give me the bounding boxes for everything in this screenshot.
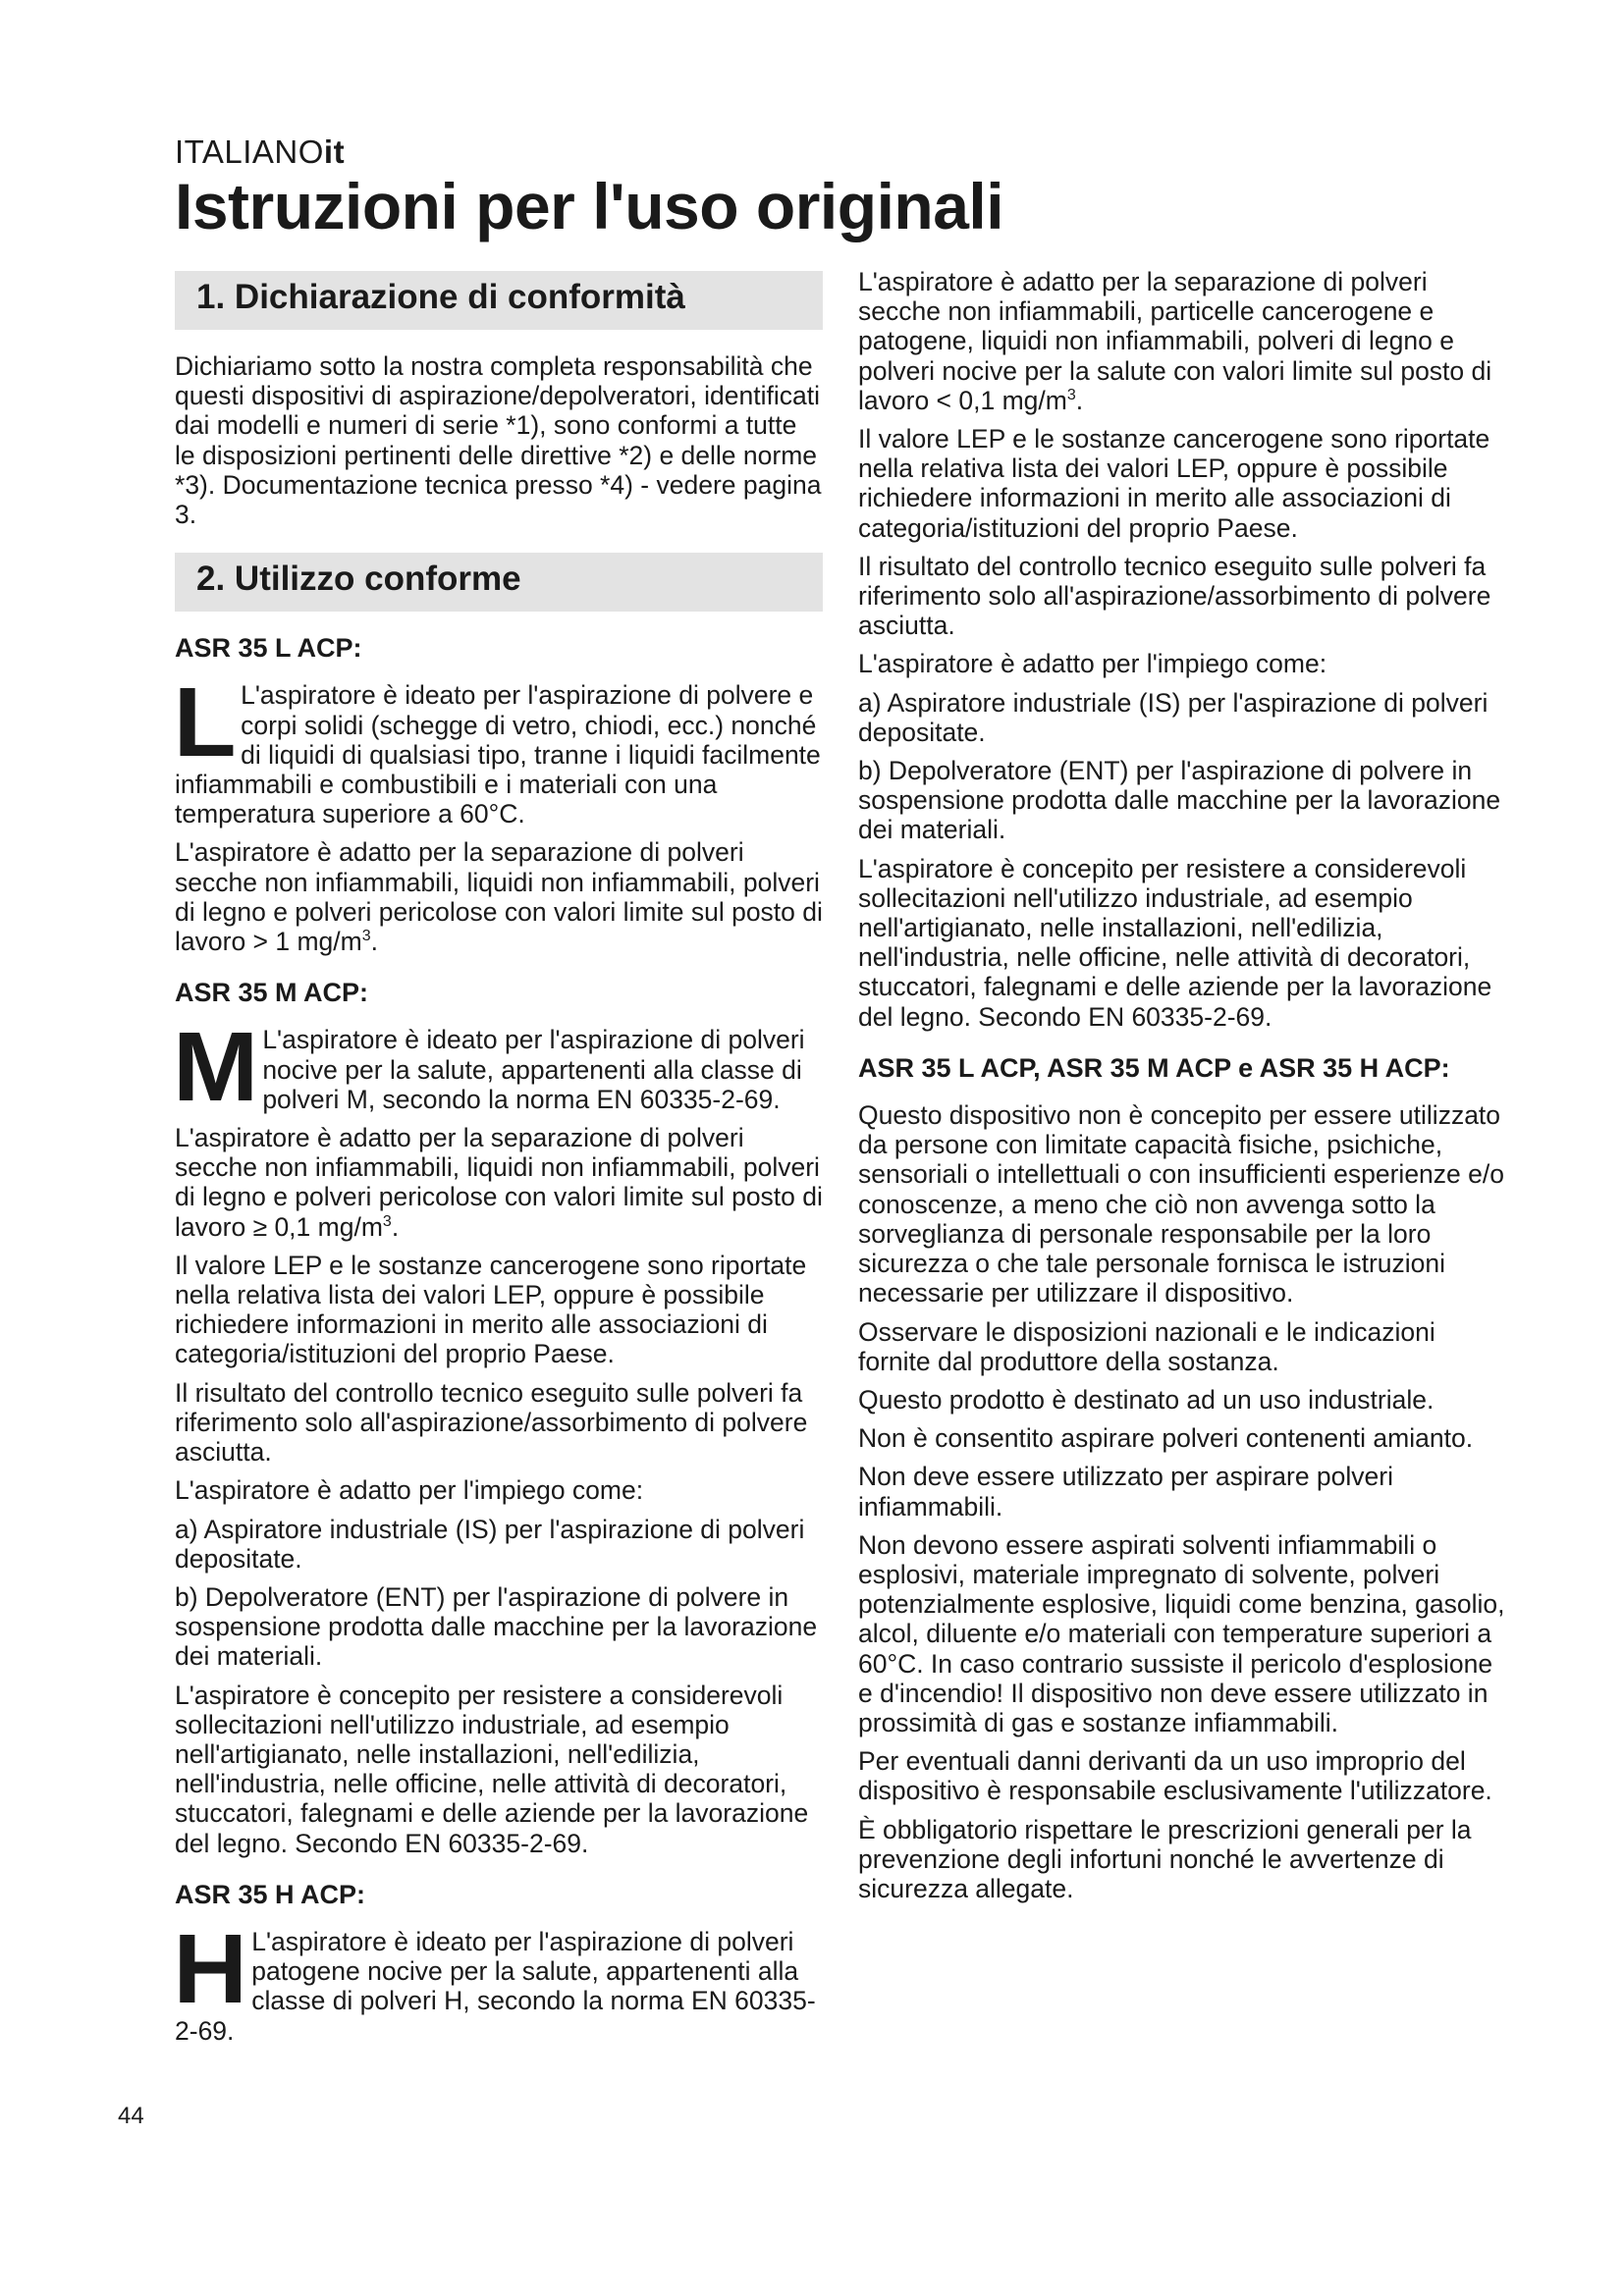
paragraph-m-intro [172,1012,823,1123]
page-number: 44 [118,2103,144,2129]
paragraph-h-intro [173,1913,823,2046]
paragraph-asbestos: Non è consentito aspirare polveri contenenti amianto. [858,1423,1474,1454]
period: . [370,927,379,957]
paragraph-h-separation-text: L'aspiratore è adatto per la separazione di polveri secche non infiammabili, particelle cancerogene e patogene, liquidi non infiammabili, polveri di legno e polveri nocive per la salute con valori limite sul posto di lavoro < 0,1 mg/m [858,267,1492,415]
language-label [175,133,345,171]
paragraph-h-separation [858,267,1506,415]
paragraph-m-use-b: b) Depolveratore (ENT) per l'aspirazione di polvere in sospensione prodotta dalle macchine per la lavorazione dei materiali. [175,1581,818,1672]
superscript: 3 [382,1212,392,1230]
subheading-all-models: ASR 35 L ACP, ASR 35 M ACP e ASR 35 H ACP: [858,1052,1450,1083]
paragraph-restrictions: Questo dispositivo non è concepito per essere utilizzato da persone con limitate capacità fisiche, psichiche, sensoriali o intellettuali o con insufficienti esperienze e/o conoscenze, a meno che ciò non avvenga sotto la sorveglianza di personale responsabile per la loro sicurezza o che tale personale fornisca le istruzioni necessarie per utilizzare il dispositivo. [858,1100,1504,1308]
dropcap-m: M [172,1012,259,1123]
left-column [172,267,823,2055]
paragraph-m-stress: L'aspiratore è concepito per resistere a considerevoli sollecitazioni nell'utilizzo industriale, ad esempio nell'artigianato, nelle installazioni, nell'edilizia, nell'industria, nelle officine, nelle attività di decoratori, stuccatori, falegnami e delle aziende per la lavorazione del legno. Secondo EN 60335-2-69. [175,1680,809,1858]
paragraph-industrial-use: Questo prodotto è destinato ad un uso industriale. [858,1384,1435,1415]
period: . [1075,385,1084,415]
section-heading-conformity: 1. Dichiarazione di conformità [175,271,823,330]
paragraph-h-test: Il risultato del controllo tecnico eseguito sulle polveri fa riferimento solo all'aspirazione/assorbimento di polvere asciutta. [858,551,1491,641]
paragraph-l-separation [175,837,823,956]
right-column [858,267,1506,1912]
dropcap-l: L [173,667,237,778]
paragraph-m-lep: Il valore LEP e le sostanze cancerogene sono riportate nella relativa lista dei valori LEP, oppure è possibile richiedere informazioni in merito alle associazioni di categoria/istituzioni del proprio Paese. [175,1250,807,1369]
paragraph-l-separation-text: L'aspiratore è adatto per la separazione di polveri secche non infiammabili, liquidi non infiammabili, polveri di legno e polveri pericolose con valori limite sul posto di lavoro > 1 mg/m [175,837,823,957]
paragraph-m-separation-text: L'aspiratore è adatto per la separazione di polveri secche non infiammabili, liquidi non infiammabili, polveri di legno e polveri pericolose con valori limite sul posto di lavoro ≥ 0,1 mg/m [175,1123,823,1242]
paragraph-liability: Per eventuali danni derivanti da un uso improprio del dispositivo è responsabile esclusivamente l'utilizzatore. [858,1746,1492,1806]
subheading-asr35h: ASR 35 H ACP: [175,1879,366,1909]
paragraph-m-separation [175,1123,823,1242]
paragraph-h-use-b: b) Depolveratore (ENT) per l'aspirazione di polvere in sospensione prodotta dalle macchine per la lavorazione dei materiali. [858,756,1501,845]
paragraph-national-rules: Osservare le disposizioni nazionali e le indicazioni fornite dal produttore della sostanza. [858,1316,1435,1376]
section-heading-intended-use: 2. Utilizzo conforme [175,553,823,612]
paragraph-h-lep: Il valore LEP e le sostanze cancerogene sono riportate nella relativa lista dei valori LEP, oppure è possibile richiedere informazioni in merito alle associazioni di categoria/istituzioni del proprio Paese. [858,424,1490,543]
paragraph-h-use: L'aspiratore è adatto per l'impiego come: [858,649,1327,679]
paragraph-m-use: L'aspiratore è adatto per l'impiego come: [175,1475,644,1506]
paragraph-m-text: L'aspiratore è ideato per l'aspirazione di polveri nocive per la salute, appartenenti alla classe di polveri M, secondo la norma EN 60335-2-69. [262,1025,805,1114]
paragraph-l-intro [173,667,823,829]
paragraph-solvents: Non devono essere aspirati solventi infiammabili o esplosivi, materiale impregnato di solvente, polveri potenzialmente esplosive, liquidi come benzina, gasolio, alcol, diluente e/o materiali con temperature superiori a 60°C. In caso contrario sussiste il pericolo d'esplosione e d'incendio! Il dispositivo non deve essere utilizzato in prossimità di gas e sostanze infiammabili. [858,1529,1505,1737]
superscript: 3 [361,928,371,945]
period: . [391,1211,400,1242]
paragraph-h-use-a: a) Aspiratore industriale (IS) per l'aspirazione di polveri depositate. [858,687,1489,747]
paragraph-l-text: L'aspiratore è ideato per l'aspirazione di polvere e corpi solidi (schegge di vetro, chiodi, ecc.) nonché di liquidi di qualsiasi tipo, tranne i liquidi facilmente infiammabili e combustibili e i materiali con una temperatura superiore a 60°C. [175,680,821,829]
superscript: 3 [1066,386,1076,403]
page-title: Istruzioni per l'uso originali [175,170,1004,242]
paragraph-m-use-a: a) Aspiratore industriale (IS) per l'aspirazione di polveri depositate. [175,1514,805,1574]
subheading-asr35m: ASR 35 M ACP: [175,978,369,1008]
language-text: ITALIANO [175,133,324,170]
paragraph-safety: È obbligatorio rispettare le prescrizioni generali per la prevenzione degli infortuni nonché le avvertenze di sicurezza allegate. [858,1814,1472,1903]
subheading-asr35l: ASR 35 L ACP: [175,633,362,664]
paragraph-flammable-dust: Non deve essere utilizzato per aspirare polveri infiammabili. [858,1462,1393,1522]
dropcap-h: H [173,1913,248,2024]
language-code: it [323,133,346,170]
paragraph-h-text: L'aspiratore è ideato per l'aspirazione di polveri patogene nocive per la salute, appartenenti alla classe di polveri H, secondo la norma EN 60335-2-69. [175,1926,816,2046]
paragraph-h-stress: L'aspiratore è concepito per resistere a considerevoli sollecitazioni nell'utilizzo industriale, ad esempio nell'artigianato, nelle installazioni, nell'edilizia, nell'industria, nelle officine, nelle attività di decoratori, stuccatori, falegnami e delle aziende per la lavorazione del legno. Secondo EN 60335-2-69. [858,853,1492,1032]
paragraph-m-test: Il risultato del controllo tecnico eseguito sulle polveri fa riferimento solo all'aspirazione/assorbimento di polvere asciutta. [175,1377,808,1468]
conformity-text: Dichiariamo sotto la nostra completa responsabilità che questi dispositivi di aspirazione/depolveratori, identificati dai modelli e numeri di serie *1), sono conformi a tutte le disposizioni pertinenti delle direttive *2) e delle norme *3). Documentazione tecnica presso *4) - vedere pagina 3. [175,351,822,530]
